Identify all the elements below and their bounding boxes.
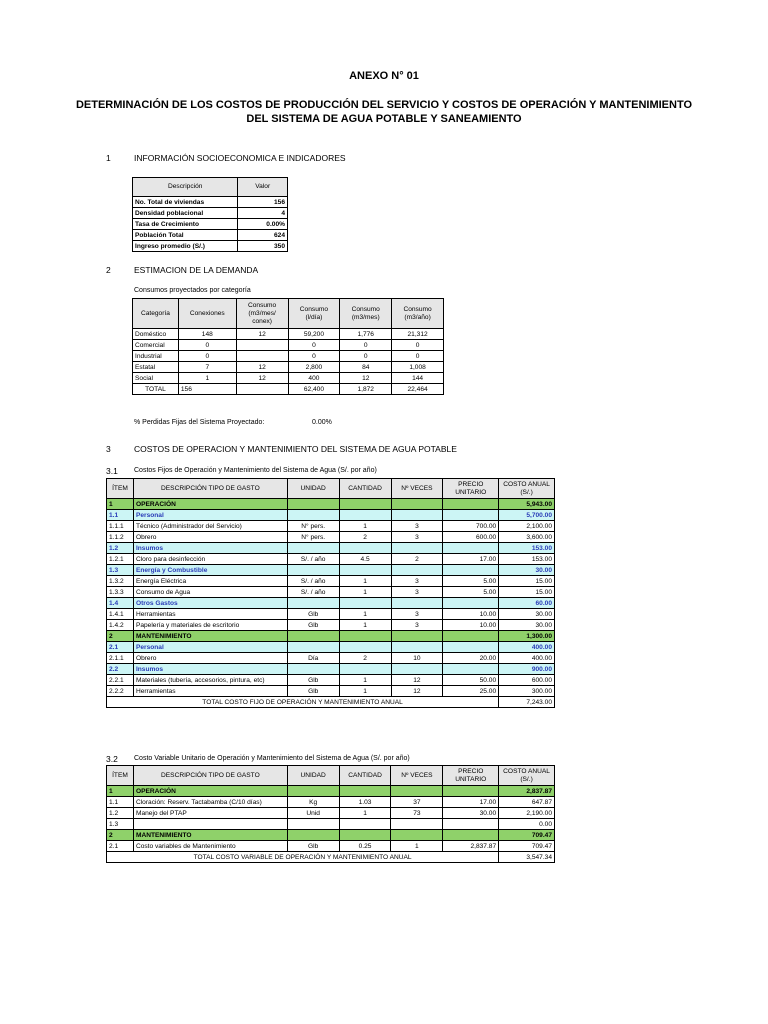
table-cell: 0 (178, 351, 236, 362)
table-cell (339, 664, 391, 675)
table-row (107, 609, 555, 620)
item-code: 2.1 (107, 841, 134, 852)
item-code: 1.2.1 (107, 554, 134, 565)
item-code: 1.4.1 (107, 609, 134, 620)
col-header: UNIDAD (287, 479, 339, 499)
table-cell: 0.00 (499, 819, 555, 830)
col-header: COSTO ANUAL (S/.) (499, 766, 555, 786)
table-cell (443, 786, 499, 797)
table-row (107, 554, 555, 565)
item-code: 2.2.1 (107, 675, 134, 686)
section-2-number: 2 (106, 265, 111, 275)
table-cell (391, 642, 443, 653)
table-row (133, 362, 444, 373)
table-cell (391, 786, 443, 797)
group-row (107, 631, 555, 642)
variable-total-label: TOTAL COSTO VARIABLE DE OPERACIÓN Y MANTENIMIENTO ANUAL (107, 852, 499, 863)
item-description: Consumo de Agua (133, 587, 287, 598)
table-cell (391, 543, 443, 554)
item-description: Cloración: Reserv. Tactabamba (C/10 días) (133, 797, 287, 808)
table-cell (443, 598, 499, 609)
table-cell: 0 (392, 340, 444, 351)
subtitle-line-1: DETERMINACIÓN DE LOS COSTOS DE PRODUCCIÓN DEL SERVICIO Y COSTOS DE OPERACIÓN Y MANTENIMIENTO (75, 99, 693, 111)
table-cell (339, 642, 391, 653)
fixed-costs-table (106, 478, 555, 708)
item-description: MANTENIMIENTO (133, 830, 287, 841)
table-cell: 0 (340, 340, 392, 351)
table-row (107, 686, 555, 697)
table-cell (287, 664, 339, 675)
subgroup-row (107, 565, 555, 576)
item-description: Obrero (133, 653, 287, 664)
table-cell: 5.00 (443, 576, 499, 587)
row-value: 156 (238, 197, 288, 208)
table-cell: 3 (391, 609, 443, 620)
table-cell (236, 340, 288, 351)
table-cell: 0 (392, 351, 444, 362)
item-code: 1.2 (107, 543, 134, 554)
table-cell (391, 631, 443, 642)
table-cell (391, 664, 443, 675)
col-header: Nº VECES (391, 766, 443, 786)
item-code: 1.2 (107, 808, 134, 819)
table-cell: 900.00 (499, 664, 555, 675)
table-cell: S/. / año (287, 587, 339, 598)
table-cell (391, 565, 443, 576)
table-cell: 3 (391, 620, 443, 631)
table-cell: Glb (287, 841, 339, 852)
table-cell (287, 642, 339, 653)
table-row (107, 576, 555, 587)
table-cell: 1 (391, 841, 443, 852)
item-code: 1.3 (107, 565, 134, 576)
table-cell: 1,872 (340, 384, 392, 395)
group-row (107, 830, 555, 841)
item-description: Técnico (Administrador del Servicio) (133, 521, 287, 532)
table-cell: 10.00 (443, 609, 499, 620)
table-cell (339, 830, 391, 841)
table-row (133, 230, 288, 241)
table-cell: 25.00 (443, 686, 499, 697)
socioeconomic-table (132, 177, 288, 252)
table-cell (287, 543, 339, 554)
table-row (107, 653, 555, 664)
table-cell: 1 (339, 576, 391, 587)
table-cell (236, 384, 288, 395)
table-cell: 5.00 (443, 587, 499, 598)
table-cell: 600.00 (443, 532, 499, 543)
item-code: 1 (107, 786, 134, 797)
table-cell: 62,400 (288, 384, 340, 395)
table-cell: 600.00 (499, 675, 555, 686)
table-cell (339, 499, 391, 510)
table-cell (391, 598, 443, 609)
table-cell (443, 510, 499, 521)
section-1-title: INFORMACIÓN SOCIOECONOMICA E INDICADORES (134, 153, 346, 163)
table-cell (443, 565, 499, 576)
table-cell: 73 (391, 808, 443, 819)
table-cell (443, 631, 499, 642)
group-row (107, 499, 555, 510)
table-cell: 2,190.00 (499, 808, 555, 819)
row-value: 624 (238, 230, 288, 241)
table-row (133, 197, 288, 208)
col-header: COSTO ANUAL (S/.) (499, 479, 555, 499)
table-cell (287, 830, 339, 841)
table-cell: 400.00 (499, 642, 555, 653)
row-label: Comercial (133, 340, 179, 351)
section-3-1-title: Costos Fijos de Operación y Mantenimiento del Sistema de Agua (S/. por año) (134, 467, 377, 474)
col-header: UNIDAD (287, 766, 339, 786)
table-cell: 12 (340, 373, 392, 384)
row-label: Industrial (133, 351, 179, 362)
item-code: 1.1 (107, 797, 134, 808)
table-cell: S/. / año (287, 576, 339, 587)
col-header: Descripción (133, 178, 238, 197)
fixed-total-label: TOTAL COSTO FIJO DE OPERACIÓN Y MANTENIMIENTO ANUAL (107, 697, 499, 708)
table-cell: 1 (339, 620, 391, 631)
table-cell: 1 (339, 808, 391, 819)
row-label: Densidad poblacional (133, 208, 238, 219)
section-2-subtitle: Consumos proyectados por categoría (134, 287, 251, 294)
table-cell: 12 (236, 329, 288, 340)
table-cell (443, 664, 499, 675)
table-cell (391, 499, 443, 510)
col-header: CANTIDAD (339, 479, 391, 499)
table-cell: 21,312 (392, 329, 444, 340)
subgroup-row (107, 598, 555, 609)
table-cell: 3,600.00 (499, 532, 555, 543)
table-cell (339, 631, 391, 642)
col-header: Consumo (m3/mes) (340, 299, 392, 329)
table-cell: 2 (391, 554, 443, 565)
table-cell: 148 (178, 329, 236, 340)
table-cell: 1.03 (339, 797, 391, 808)
table-cell (339, 786, 391, 797)
col-header: Categoría (133, 299, 179, 329)
subgroup-row (107, 642, 555, 653)
item-code: 2 (107, 631, 134, 642)
table-cell: 1 (339, 521, 391, 532)
table-cell (443, 819, 499, 830)
table-row (107, 797, 555, 808)
demand-table (132, 298, 444, 395)
table-cell: 2,800 (288, 362, 340, 373)
table-row (107, 620, 555, 631)
table-cell: S/. / año (287, 554, 339, 565)
table-cell (287, 499, 339, 510)
table-cell: 15.00 (499, 576, 555, 587)
table-cell: 30.00 (499, 609, 555, 620)
table-row (133, 241, 288, 252)
table-cell: 2 (339, 532, 391, 543)
table-row (133, 373, 444, 384)
item-code: 1.3.2 (107, 576, 134, 587)
fixed-total-value: 7,243.00 (499, 697, 555, 708)
col-header: DESCRIPCIÓN TIPO DE GASTO (133, 479, 287, 499)
table-cell: 700.00 (443, 521, 499, 532)
section-3-1-number: 3.1 (106, 466, 118, 476)
item-description: Insumos (133, 543, 287, 554)
table-cell: 709.47 (499, 841, 555, 852)
item-description: Costo variables de Mantenimiento (133, 841, 287, 852)
subtitle-line-2: DEL SISTEMA DE AGUA POTABLE Y SANEAMIENTO (246, 113, 522, 125)
table-cell: 22,464 (392, 384, 444, 395)
item-description: Energía Eléctrica (133, 576, 287, 587)
col-header: Valor (238, 178, 288, 197)
table-cell: 1 (339, 609, 391, 620)
subgroup-row (107, 510, 555, 521)
item-code: 1.4.2 (107, 620, 134, 631)
table-cell: 4.5 (339, 554, 391, 565)
table-cell (339, 565, 391, 576)
row-label: Doméstico (133, 329, 179, 340)
subgroup-row (107, 543, 555, 554)
table-cell: Glb (287, 609, 339, 620)
row-value: 0.00% (238, 219, 288, 230)
item-code: 1.3.3 (107, 587, 134, 598)
table-cell: 2,837.87 (443, 841, 499, 852)
table-cell: 1,300.00 (499, 631, 555, 642)
table-cell: 1 (178, 373, 236, 384)
row-label: Población Total (133, 230, 238, 241)
table-cell: 1,776 (340, 329, 392, 340)
item-code: 2.1.1 (107, 653, 134, 664)
table-cell: 3 (391, 521, 443, 532)
item-description: Obrero (133, 532, 287, 543)
col-header: PRECIO UNITARIO (443, 766, 499, 786)
table-cell: 17.00 (443, 797, 499, 808)
table-cell (391, 510, 443, 521)
item-code: 2.2 (107, 664, 134, 675)
table-cell: 0 (178, 340, 236, 351)
col-header: DESCRIPCIÓN TIPO DE GASTO (133, 766, 287, 786)
table-cell: 2 (339, 653, 391, 664)
table-cell: 12 (236, 362, 288, 373)
item-description: Herramientas (133, 686, 287, 697)
table-cell: 1 (339, 686, 391, 697)
table-row (107, 587, 555, 598)
table-cell: 30.00 (443, 808, 499, 819)
table-cell: 10 (391, 653, 443, 664)
item-description: Energía y Combustible (133, 565, 287, 576)
item-description: Materiales (tubería, accesorios, pintura, etc) (133, 675, 287, 686)
table-cell: 50.00 (443, 675, 499, 686)
item-description: Cloro para desinfección (133, 554, 287, 565)
section-1-number: 1 (106, 153, 111, 163)
col-header: ÍTEM (107, 766, 134, 786)
row-label: No. Total de viviendas (133, 197, 238, 208)
table-row (133, 351, 444, 362)
table-cell: N° pers. (287, 532, 339, 543)
table-cell: 0.25 (339, 841, 391, 852)
table-cell: Día (287, 653, 339, 664)
variable-total-value: 3,547.34 (499, 852, 555, 863)
table-cell: 709.47 (499, 830, 555, 841)
table-cell: 144 (392, 373, 444, 384)
table-cell: 59,200 (288, 329, 340, 340)
col-header: PRECIO UNITARIO (443, 479, 499, 499)
section-2-title: ESTIMACION DE LA DEMANDA (134, 265, 259, 275)
table-cell: 60.00 (499, 598, 555, 609)
section-3-2-number: 3.2 (106, 754, 118, 764)
item-description: Personal (133, 510, 287, 521)
table-cell: Glb (287, 686, 339, 697)
table-cell (443, 499, 499, 510)
table-cell (339, 598, 391, 609)
table-cell: 2,837.87 (499, 786, 555, 797)
item-description: OPERACIÓN (133, 499, 287, 510)
row-label: TOTAL (133, 384, 179, 395)
item-code: 2.1 (107, 642, 134, 653)
table-cell: 3 (391, 587, 443, 598)
item-code: 2 (107, 830, 134, 841)
item-description: MANTENIMIENTO (133, 631, 287, 642)
table-row (107, 819, 555, 830)
table-cell: 30.00 (499, 620, 555, 631)
item-description: Otros Gastos (133, 598, 287, 609)
item-description: Herramientas (133, 609, 287, 620)
section-3-number: 3 (106, 444, 111, 454)
table-cell (391, 830, 443, 841)
section-3-2-title: Costo Variable Unitario de Operación y Mantenimiento del Sistema de Agua (S/. por año) (134, 755, 410, 762)
table-cell: 12 (236, 373, 288, 384)
table-cell: Unid (287, 808, 339, 819)
page-subtitle (0, 98, 768, 126)
table-cell: 156 (178, 384, 236, 395)
table-cell: 7 (178, 362, 236, 373)
table-cell: 153.00 (499, 554, 555, 565)
table-cell: 5,943.00 (499, 499, 555, 510)
row-value: 350 (238, 241, 288, 252)
table-row (133, 329, 444, 340)
col-header: Conexiones (178, 299, 236, 329)
item-description: Papelería y materiales de escritorio (133, 620, 287, 631)
table-cell: 5,700.00 (499, 510, 555, 521)
variable-costs-table (106, 765, 555, 863)
table-cell: 20.00 (443, 653, 499, 664)
row-label: Social (133, 373, 179, 384)
table-cell: 0 (288, 351, 340, 362)
col-header: ÍTEM (107, 479, 134, 499)
item-description (133, 819, 287, 830)
item-description: Personal (133, 642, 287, 653)
table-cell: 17.00 (443, 554, 499, 565)
table-cell: 10.00 (443, 620, 499, 631)
table-cell: 1,008 (392, 362, 444, 373)
item-code: 1.3 (107, 819, 134, 830)
table-cell: 400.00 (499, 653, 555, 664)
table-cell: Glb (287, 675, 339, 686)
table-cell: 400 (288, 373, 340, 384)
item-description: Manejo del PTAP (133, 808, 287, 819)
table-cell: Kg (287, 797, 339, 808)
table-cell (287, 819, 339, 830)
table-cell: 1 (339, 675, 391, 686)
row-label: Estatal (133, 362, 179, 373)
table-cell: 2,100.00 (499, 521, 555, 532)
item-code: 1.1.1 (107, 521, 134, 532)
table-cell (287, 510, 339, 521)
row-value: 4 (238, 208, 288, 219)
item-description: Insumos (133, 664, 287, 675)
group-row (107, 786, 555, 797)
table-row (107, 841, 555, 852)
table-row (107, 521, 555, 532)
subgroup-row (107, 664, 555, 675)
table-cell: 3 (391, 576, 443, 587)
item-code: 1.4 (107, 598, 134, 609)
table-cell (236, 351, 288, 362)
table-cell: 84 (340, 362, 392, 373)
table-cell (287, 631, 339, 642)
table-cell: 37 (391, 797, 443, 808)
table-cell (391, 819, 443, 830)
table-row (133, 340, 444, 351)
perdidas-value: 0.00% (312, 419, 332, 426)
perdidas-label: % Perdidas Fijas del Sistema Proyectado: (134, 419, 265, 426)
table-cell: N° pers. (287, 521, 339, 532)
item-code: 2.2.2 (107, 686, 134, 697)
col-header: Consumo (l/día) (288, 299, 340, 329)
table-row (107, 808, 555, 819)
table-row (133, 208, 288, 219)
item-code: 1.1.2 (107, 532, 134, 543)
table-cell (287, 565, 339, 576)
table-row (107, 532, 555, 543)
table-row (133, 384, 444, 395)
item-code: 1.1 (107, 510, 134, 521)
table-cell: 15.00 (499, 587, 555, 598)
col-header: CANTIDAD (339, 766, 391, 786)
table-cell: 300.00 (499, 686, 555, 697)
table-cell (443, 830, 499, 841)
table-cell (339, 543, 391, 554)
table-cell: 153.00 (499, 543, 555, 554)
table-cell (339, 510, 391, 521)
page-title: ANEXO N° 01 (349, 70, 419, 82)
table-cell: 12 (391, 675, 443, 686)
table-cell: 0 (288, 340, 340, 351)
table-cell: 0 (340, 351, 392, 362)
col-header: Consumo (m3/año) (392, 299, 444, 329)
item-description: OPERACIÓN (133, 786, 287, 797)
row-label: Ingreso promedio (S/.) (133, 241, 238, 252)
table-cell: 647.87 (499, 797, 555, 808)
table-cell: 30.00 (499, 565, 555, 576)
table-cell: 12 (391, 686, 443, 697)
row-label: Tasa de Crecimiento (133, 219, 238, 230)
table-cell (339, 819, 391, 830)
col-header: Nº VECES (391, 479, 443, 499)
table-cell (443, 543, 499, 554)
table-cell (287, 598, 339, 609)
section-3-title: COSTOS DE OPERACION Y MANTENIMIENTO DEL SISTEMA DE AGUA POTABLE (134, 444, 457, 454)
table-row (107, 675, 555, 686)
table-cell: Glb (287, 620, 339, 631)
item-code: 1 (107, 499, 134, 510)
table-row (133, 219, 288, 230)
col-header: Consumo (m3/mes/ conex) (236, 299, 288, 329)
table-cell (443, 642, 499, 653)
table-cell: 3 (391, 532, 443, 543)
table-cell: 1 (339, 587, 391, 598)
table-cell (287, 786, 339, 797)
